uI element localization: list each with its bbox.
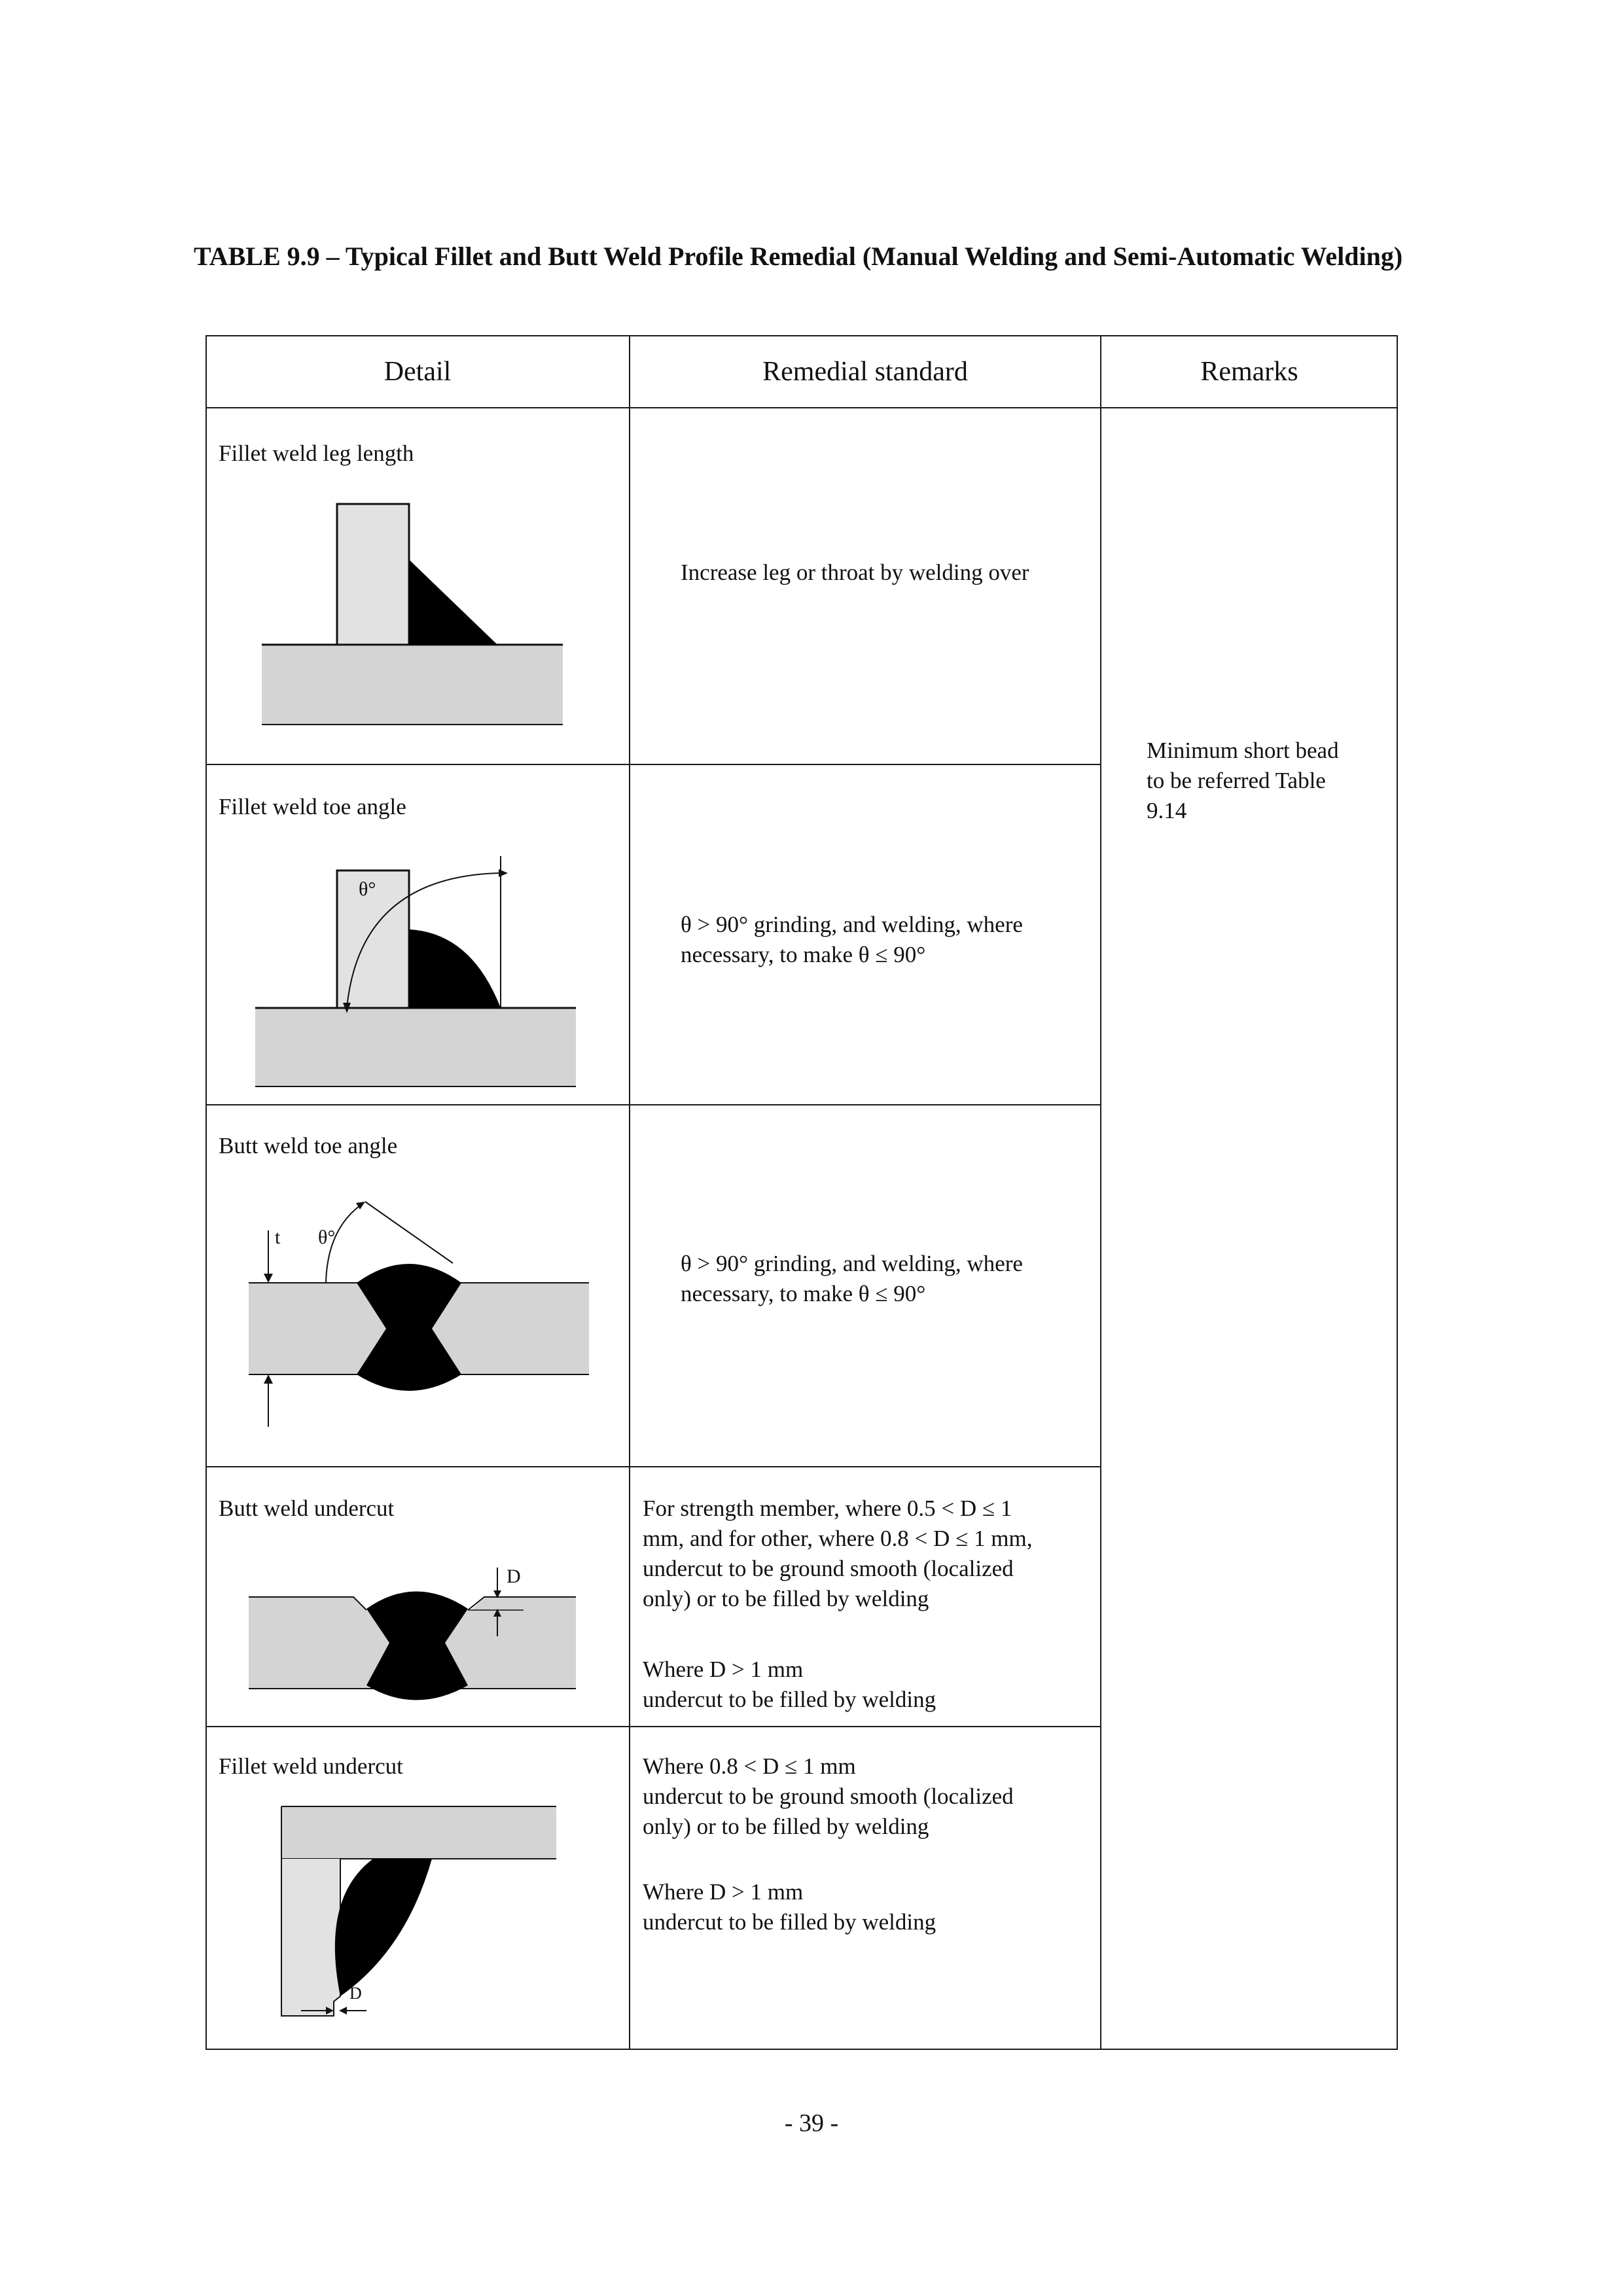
- fillet-weld: [409, 560, 497, 645]
- remedial-fillet-weld-toe-angle: θ > 90° grinding, and welding, where necessary, to make θ ≤ 90°: [681, 912, 1023, 967]
- depth-label: D: [349, 1984, 362, 2003]
- butt-toe-angle-figure: [242, 1178, 596, 1427]
- page-number: - 39 -: [784, 2109, 839, 2137]
- vertical-plate: [281, 1859, 340, 2016]
- remedial-butt-weld-toe-angle: θ > 90° grinding, and welding, where necessary, to make θ ≤ 90°: [681, 1251, 1023, 1306]
- header-remarks: Remarks: [1200, 357, 1298, 387]
- theta-label: θ°: [359, 878, 376, 900]
- base-plate: [262, 645, 563, 725]
- row-divider: [205, 1726, 1101, 1727]
- detail-fillet-weld-undercut: Fillet weld undercut: [219, 1753, 403, 1779]
- header-divider: [205, 407, 1398, 408]
- detail-fillet-weld-toe-angle: Fillet weld toe angle: [219, 794, 406, 819]
- depth-label: D: [507, 1566, 521, 1587]
- fillet-toe-angle-figure: [255, 851, 582, 1100]
- top-plate: [281, 1806, 556, 1859]
- fillet-weld: [335, 1859, 432, 1996]
- page-title: TABLE 9.9 – Typical Fillet and Butt Weld Profile Remedial (Manual Welding and Semi-Automatic Welding): [194, 242, 1403, 271]
- row-divider: [205, 764, 1101, 765]
- detail-butt-weld-toe-angle: Butt weld toe angle: [219, 1133, 398, 1158]
- fillet-weld: [409, 929, 501, 1008]
- vertical-plate: [337, 504, 409, 645]
- header-remedial-standard: Remedial standard: [762, 357, 968, 387]
- remedial-fillet-weld-leg-length: Increase leg or throat by welding over: [681, 560, 1029, 585]
- detail-fillet-weld-leg-length: Fillet weld leg length: [219, 440, 414, 466]
- detail-butt-weld-undercut: Butt weld undercut: [219, 1496, 395, 1521]
- remedial-butt-weld-undercut-over-1mm: Where D > 1 mm undercut to be filled by welding: [643, 1657, 936, 1712]
- header-detail: Detail: [383, 357, 452, 387]
- remarks-minimum-short-bead: Minimum short bead to be referred Table 9.14: [1147, 738, 1339, 823]
- column-divider: [1100, 335, 1101, 2050]
- column-divider: [629, 335, 630, 2050]
- row-divider: [205, 1466, 1101, 1467]
- theta-label: θ°: [318, 1227, 336, 1248]
- row-divider: [205, 1104, 1101, 1105]
- base-plate: [255, 1008, 576, 1086]
- fillet-leg-length-figure: [262, 497, 576, 733]
- thickness-label: t: [275, 1227, 281, 1248]
- fillet-undercut-figure: [275, 1800, 563, 2042]
- remedial-fillet-weld-undercut: Where 0.8 < D ≤ 1 mm undercut to be ground smooth (localized only) or to be filled by welding: [643, 1753, 1014, 1839]
- remedial-butt-weld-undercut: For strength member, where 0.5 < D ≤ 1 mm, and for other, where 0.8 < D ≤ 1 mm, undercut to be ground smooth (localized only) or to be filled by welding: [643, 1496, 1033, 1611]
- remedial-fillet-weld-undercut-over-1mm: Where D > 1 mm undercut to be filled by welding: [643, 1879, 936, 1935]
- butt-undercut-figure: [249, 1538, 589, 1708]
